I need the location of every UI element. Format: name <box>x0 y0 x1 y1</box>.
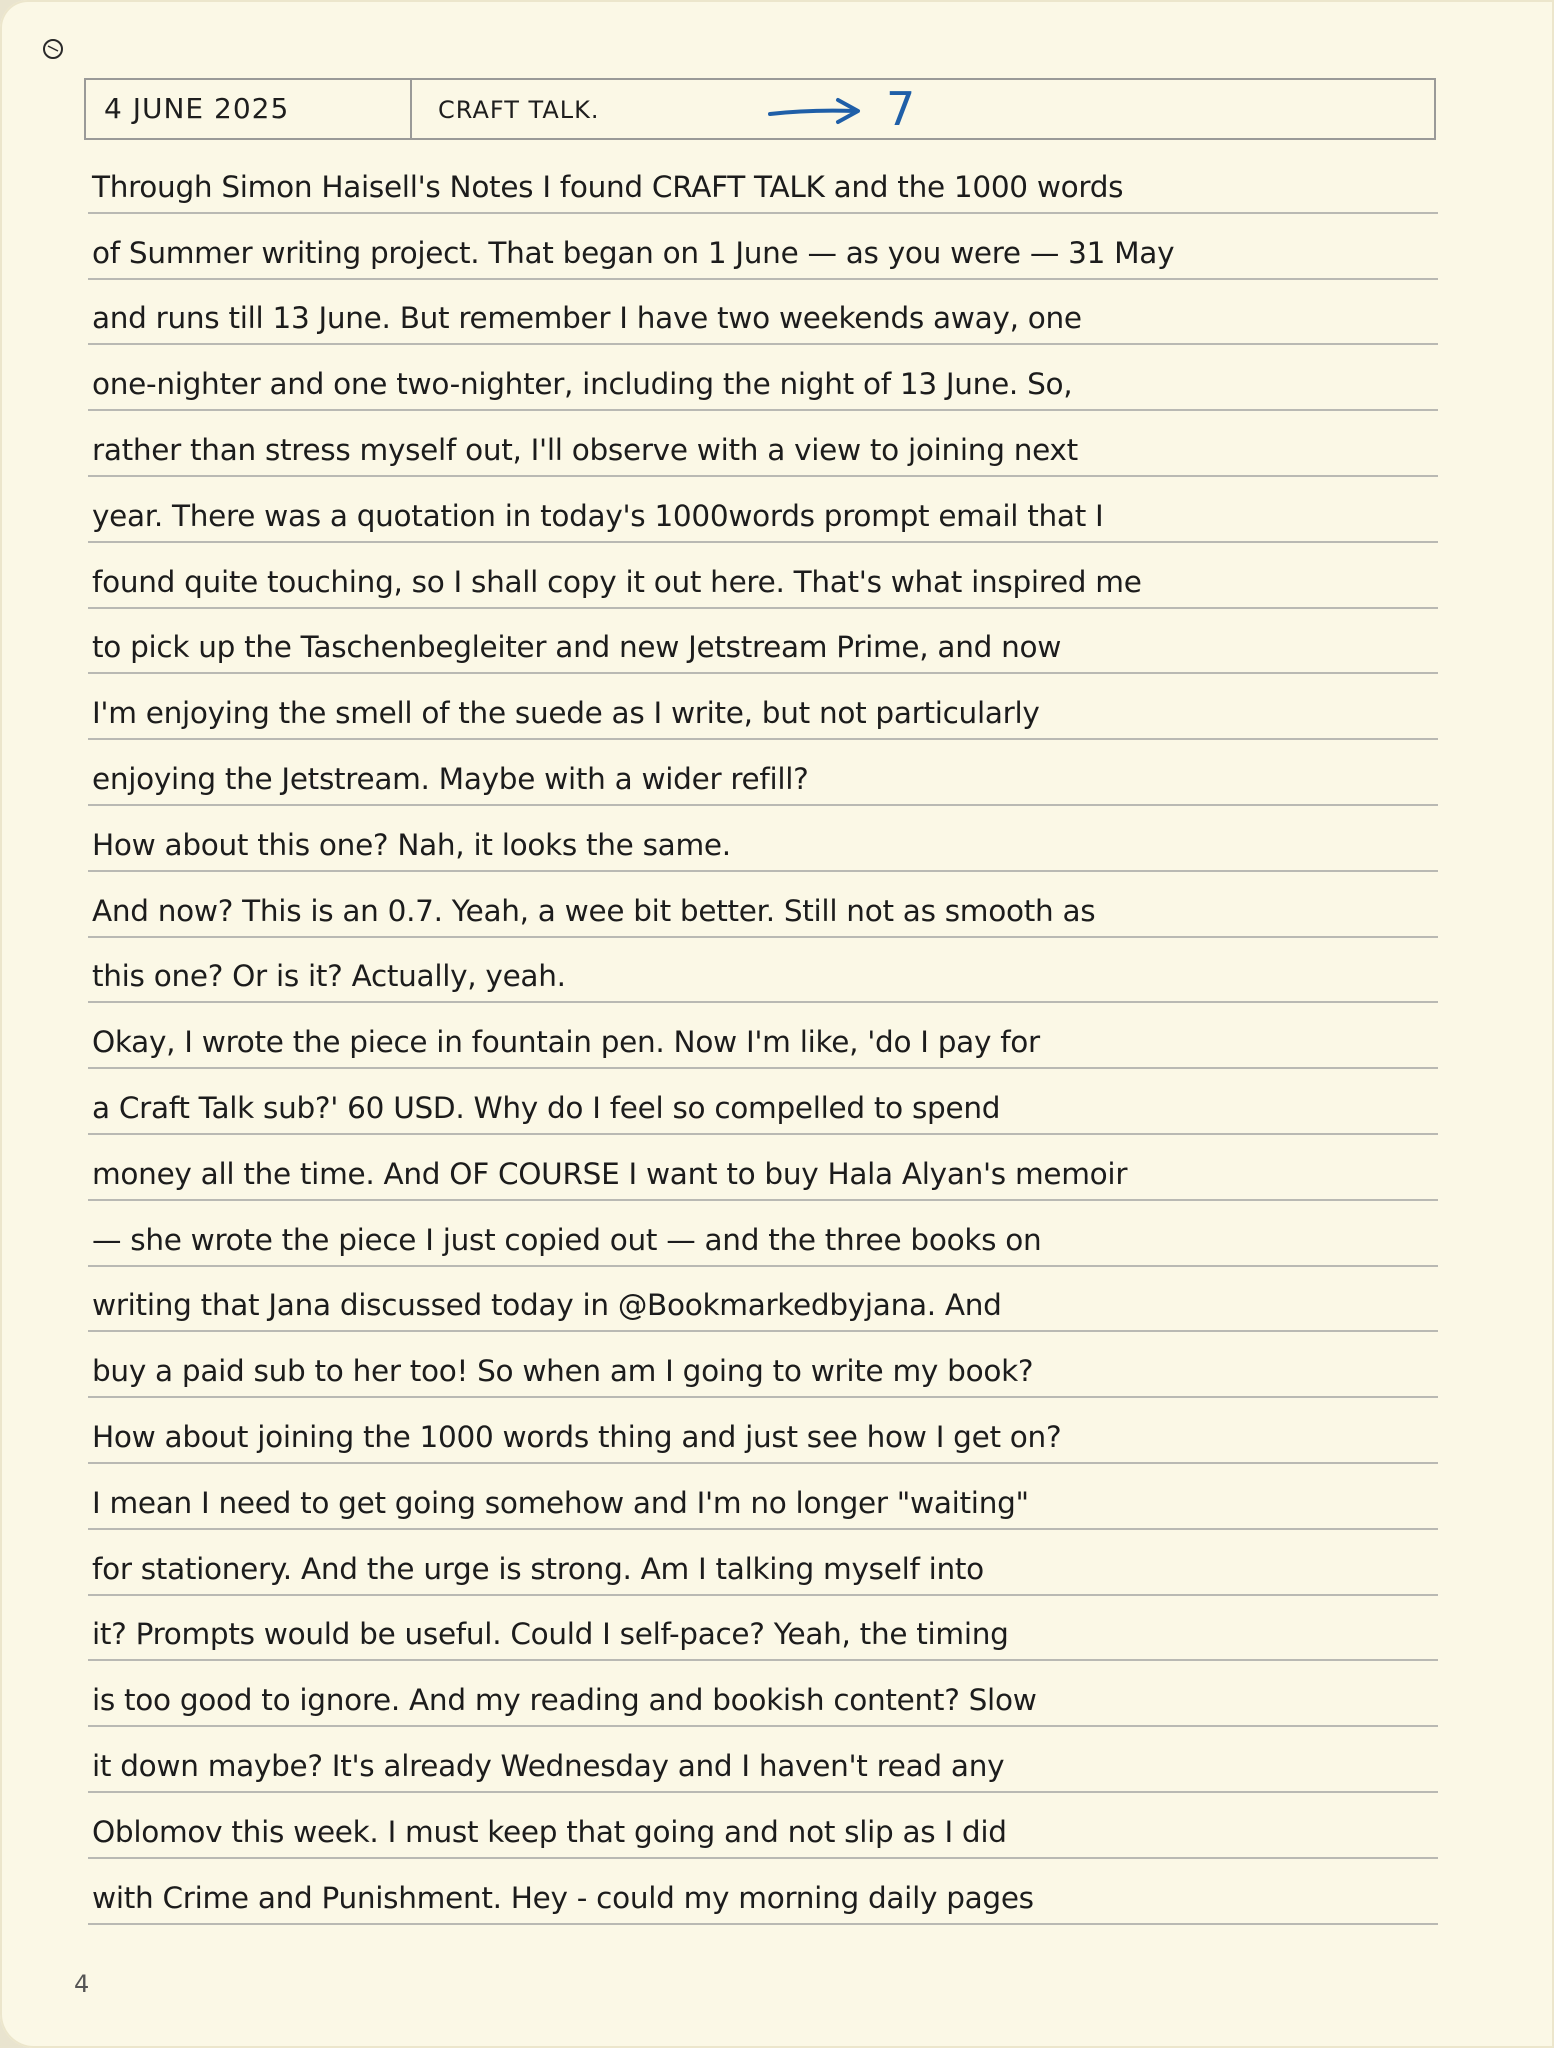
page-number: 4 <box>74 1970 90 1998</box>
text-line <box>88 872 1438 938</box>
entry-title: CRAFT TALK. <box>438 96 600 124</box>
entry-number: 7 <box>886 82 916 136</box>
line-text: Through Simon Haisell's Notes I found CRAFT TALK and the 1000 words <box>92 169 1124 204</box>
line-text: a Craft Talk sub?' 60 USD. Why do I feel so compelled to spend <box>92 1090 1001 1125</box>
entry-date: 4 JUNE 2025 <box>104 92 290 125</box>
line-text: one-nighter and one two-nighter, including the night of 13 June. So, <box>92 367 1073 402</box>
line-text: money all the time. And OF COURSE I want to buy Hala Alyan's memoir <box>92 1156 1128 1191</box>
line-text: of Summer writing project. That began on 1 June — as you were — 31 May <box>92 235 1175 270</box>
text-line <box>88 609 1438 675</box>
text-line <box>88 1267 1438 1333</box>
text-line <box>88 1135 1438 1201</box>
text-line <box>88 1201 1438 1267</box>
text-line <box>88 1530 1438 1596</box>
text-line <box>88 477 1438 543</box>
line-text: I mean I need to get going somehow and I'm no longer "waiting" <box>92 1485 1029 1520</box>
text-line <box>88 806 1438 872</box>
line-text: with Crime and Punishment. Hey - could my morning daily pages <box>92 1880 1034 1915</box>
line-text: How about joining the 1000 words thing and just see how I get on? <box>92 1419 1062 1454</box>
text-line <box>88 1069 1438 1135</box>
text-line <box>88 1727 1438 1793</box>
line-text: I'm enjoying the smell of the suede as I write, but not particularly <box>92 696 1040 731</box>
text-line <box>88 543 1438 609</box>
text-line <box>88 740 1438 806</box>
text-line <box>88 1332 1438 1398</box>
line-text: year. There was a quotation in today's 1000words prompt email that I <box>92 498 1104 533</box>
line-text: enjoying the Jetstream. Maybe with a wider refill? <box>92 761 809 796</box>
text-line <box>88 1661 1438 1727</box>
line-text: Oblomov this week. I must keep that going and not slip as I did <box>92 1814 1007 1849</box>
line-text: it down maybe? It's already Wednesday and I haven't read any <box>92 1748 1005 1783</box>
text-line <box>88 1596 1438 1662</box>
line-text: and runs till 13 June. But remember I have two weekends away, one <box>92 301 1082 336</box>
text-line <box>88 148 1438 214</box>
text-line <box>88 1464 1438 1530</box>
arrow-right-icon <box>766 94 866 128</box>
handwritten-text <box>88 148 1438 1925</box>
line-text: found quite touching, so I shall copy it out here. That's what inspired me <box>92 564 1142 599</box>
line-text: Okay, I wrote the piece in fountain pen. Now I'm like, 'do I pay for <box>92 1025 1040 1060</box>
circle-mark-icon <box>40 36 66 62</box>
text-line <box>88 938 1438 1004</box>
line-text: is too good to ignore. And my reading and bookish content? Slow <box>92 1683 1037 1718</box>
line-text: rather than stress myself out, I'll observe with a view to joining next <box>92 432 1078 467</box>
text-line <box>88 214 1438 280</box>
text-line <box>88 280 1438 346</box>
line-text: How about this one? Nah, it looks the same. <box>92 827 731 862</box>
text-line <box>88 1003 1438 1069</box>
text-line <box>88 1398 1438 1464</box>
line-text: for stationery. And the urge is strong. Am I talking myself into <box>92 1551 984 1586</box>
text-line <box>88 1859 1438 1925</box>
line-text: to pick up the Taschenbegleiter and new Jetstream Prime, and now <box>92 630 1062 665</box>
line-text: — she wrote the piece I just copied out — and the three books on <box>92 1222 1042 1257</box>
line-text: it? Prompts would be useful. Could I self-pace? Yeah, the timing <box>92 1617 1009 1652</box>
text-line <box>88 411 1438 477</box>
line-text: And now? This is an 0.7. Yeah, a wee bit better. Still not as smooth as <box>92 893 1096 928</box>
entry-header <box>84 78 1436 140</box>
header-divider <box>410 80 412 138</box>
line-text: buy a paid sub to her too! So when am I going to write my book? <box>92 1354 1034 1389</box>
text-line <box>88 345 1438 411</box>
text-line <box>88 1793 1438 1859</box>
line-text: this one? Or is it? Actually, yeah. <box>92 959 566 994</box>
text-line <box>88 674 1438 740</box>
line-text: writing that Jana discussed today in @Bookmarkedbyjana. And <box>92 1288 1002 1323</box>
